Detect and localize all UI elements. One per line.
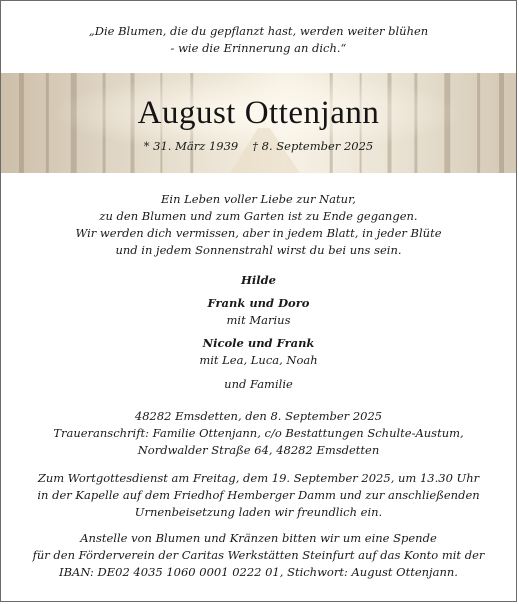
address-block bbox=[1, 408, 516, 459]
deceased-name: August Ottenjann bbox=[137, 95, 380, 131]
donation-line: für den Förderverein der Caritas Werkstätten Steinfurt auf das Konto mit der bbox=[32, 548, 485, 562]
service-info bbox=[1, 470, 516, 521]
donation-line: Anstelle von Blumen und Kränzen bitten wir um eine Spende bbox=[80, 531, 437, 545]
mourner-nicole-frank-children: mit Lea, Luca, Noah bbox=[199, 353, 318, 367]
mourner-frank-doro-children: mit Marius bbox=[226, 313, 291, 327]
mourning-address-street: Nordwalder Straße 64, 48282 Emsdetten bbox=[137, 443, 380, 457]
mourner-family: und Familie bbox=[224, 377, 293, 391]
mourner-hilde: Hilde bbox=[241, 273, 276, 287]
tribute-text bbox=[1, 191, 516, 259]
birth-date: * 31. März 1939 bbox=[143, 139, 239, 153]
forest-banner bbox=[1, 73, 516, 173]
mourner-frank-doro: Frank und Doro bbox=[207, 296, 310, 310]
mourning-address: Traueranschrift: Familie Ottenjann, c/o Bestattungen Schulte-Austum, bbox=[53, 426, 464, 440]
tribute-line: zu den Blumen und zum Garten ist zu Ende gegangen. bbox=[99, 209, 418, 223]
place-date: 48282 Emsdetten, den 8. September 2025 bbox=[134, 409, 383, 423]
mourner-nicole-frank: Nicole und Frank bbox=[202, 336, 315, 350]
tribute-line: und in jedem Sonnenstrahl wirst du bei uns sein. bbox=[115, 243, 402, 257]
service-line: Zum Wortgottesdienst am Freitag, dem 19. September 2025, um 13.30 Uhr bbox=[37, 471, 480, 485]
service-line: Urnenbeisetzung laden wir freundlich ein. bbox=[134, 505, 383, 519]
life-dates bbox=[1, 139, 516, 153]
death-date: † 8. September 2025 bbox=[252, 139, 374, 153]
quote-line-1: „Die Blumen, die du gepflanzt hast, werden weiter blühen bbox=[88, 24, 429, 38]
service-line: in der Kapelle auf dem Friedhof Hemberger Damm und zur anschließenden bbox=[37, 488, 480, 502]
donation-info bbox=[1, 530, 516, 581]
tribute-line: Ein Leben voller Liebe zur Natur, bbox=[161, 192, 356, 206]
quote-line-2: - wie die Erinnerung an dich.“ bbox=[170, 41, 347, 55]
tribute-line: Wir werden dich vermissen, aber in jedem Blatt, in jeder Blüte bbox=[75, 226, 442, 240]
donation-iban: IBAN: DE02 4035 1060 0001 0222 01, Stichwort: August Ottenjann. bbox=[59, 565, 458, 579]
opening-quote bbox=[1, 23, 516, 57]
